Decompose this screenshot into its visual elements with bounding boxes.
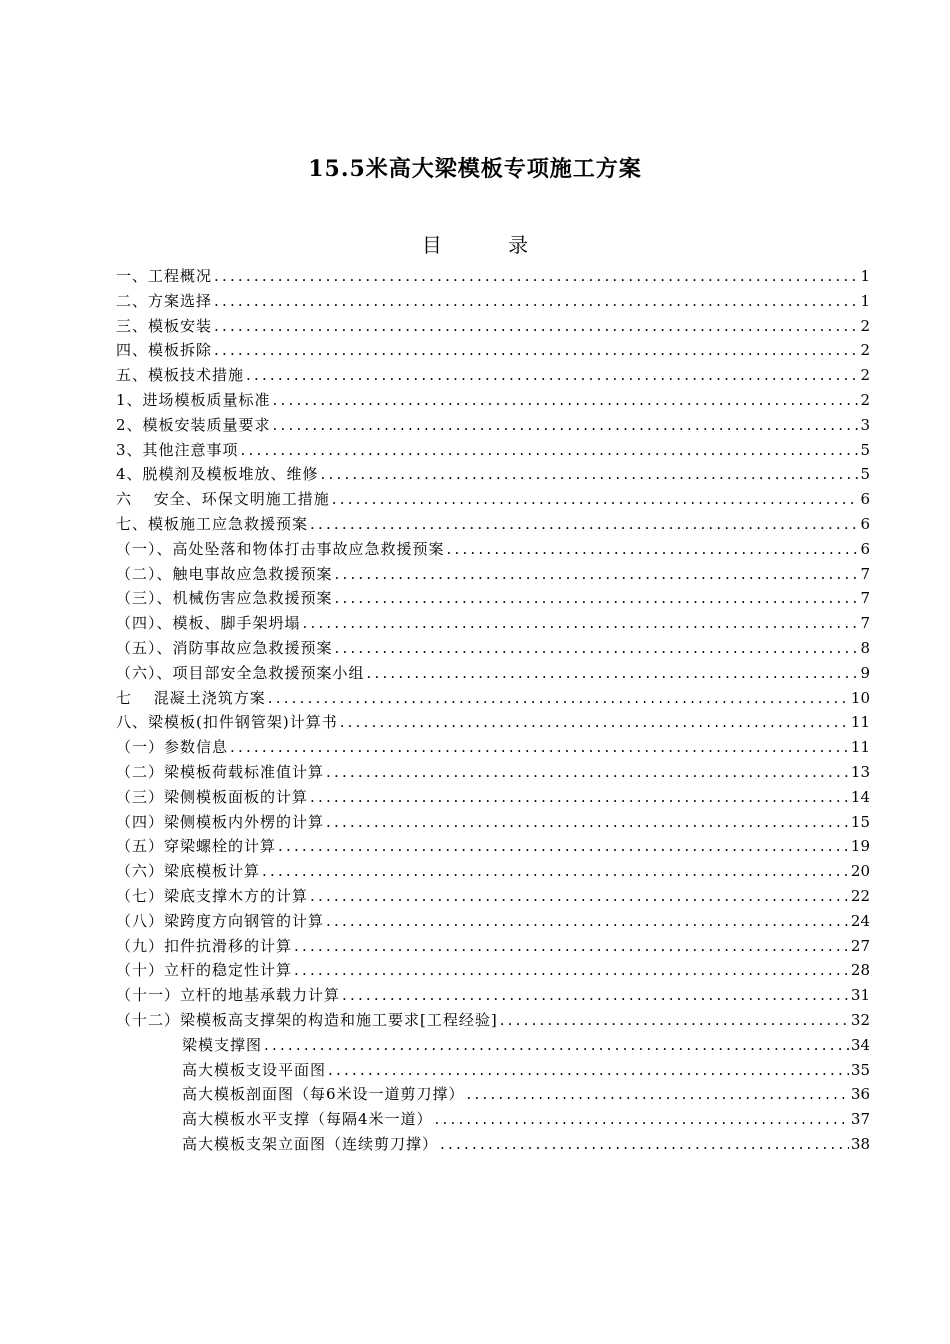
toc-entry-page-number: 3 bbox=[860, 415, 870, 434]
toc-entry-label: （八）梁跨度方向钢管的计算 bbox=[116, 911, 325, 930]
toc-dot-leader bbox=[241, 438, 859, 463]
toc-entry-page-number: 28 bbox=[850, 961, 870, 980]
toc-entry[interactable] bbox=[116, 1033, 870, 1058]
toc-dot-leader bbox=[214, 289, 858, 314]
toc-entry-label: （九）扣件抗滑移的计算 bbox=[116, 936, 293, 955]
toc-entry[interactable] bbox=[116, 1107, 870, 1132]
toc-dot-leader bbox=[435, 1107, 849, 1132]
toc-entry-label: （六）梁底模板计算 bbox=[116, 862, 261, 881]
toc-entry[interactable] bbox=[116, 289, 870, 314]
document-title: 15.5米高大梁模板专项施工方案 bbox=[308, 156, 642, 182]
toc-entry-page-number: 13 bbox=[850, 762, 870, 781]
toc-entry-label: （一）、高处坠落和物体打击事故应急救援预案 bbox=[116, 539, 445, 558]
toc-entry[interactable] bbox=[116, 586, 870, 611]
toc-entry-label: 梁模支撑图 bbox=[182, 1035, 263, 1054]
toc-entry-label: 一、工程概况 bbox=[116, 267, 213, 285]
toc-dot-leader bbox=[214, 264, 858, 289]
toc-entry[interactable] bbox=[116, 611, 870, 636]
toc-entry-page-number: 11 bbox=[850, 738, 870, 757]
toc-entry-label: （六）、项目部安全急救援预案小组 bbox=[116, 663, 365, 682]
toc-entry[interactable] bbox=[116, 363, 870, 388]
toc-dot-leader bbox=[440, 1132, 849, 1157]
toc-entry[interactable] bbox=[116, 1008, 870, 1033]
toc-entry-page-number: 6 bbox=[860, 490, 870, 509]
toc-entry-label: （七）梁底支撑木方的计算 bbox=[116, 886, 309, 905]
toc-entry-label: 五、模板技术措施 bbox=[116, 366, 245, 385]
toc-entry[interactable] bbox=[116, 1132, 870, 1157]
toc-dot-leader bbox=[500, 1008, 849, 1033]
toc-entry-page-number: 22 bbox=[850, 886, 870, 905]
toc-dot-leader bbox=[328, 1058, 849, 1083]
toc-entry-page-number: 9 bbox=[860, 663, 870, 682]
toc-dot-leader bbox=[273, 413, 859, 438]
toc-entry-page-number: 38 bbox=[850, 1134, 870, 1153]
toc-entry-page-number: 5 bbox=[860, 440, 870, 459]
toc-entry[interactable] bbox=[116, 636, 870, 661]
toc-entry-page-number: 31 bbox=[850, 986, 870, 1005]
toc-dot-leader bbox=[467, 1082, 849, 1107]
toc-entry[interactable] bbox=[116, 859, 870, 884]
toc-dot-leader bbox=[310, 512, 858, 537]
toc-entry-page-number: 37 bbox=[850, 1110, 870, 1129]
toc-entry[interactable] bbox=[116, 983, 870, 1008]
toc-dot-leader bbox=[335, 586, 859, 611]
toc-entry-label: 高大模板支架立面图（连续剪刀撑） bbox=[182, 1134, 439, 1153]
toc-entry-page-number: 2 bbox=[860, 341, 870, 360]
toc-dot-leader bbox=[321, 462, 859, 487]
toc-entry-label: （二）、触电事故应急救援预案 bbox=[116, 564, 333, 583]
toc-entry-label: （五）穿梁螺栓的计算 bbox=[116, 837, 277, 856]
toc-entry[interactable] bbox=[116, 735, 870, 760]
toc-entry-page-number: 1 bbox=[860, 267, 870, 285]
toc-entry-label: 六 安全、环保文明施工措施 bbox=[116, 490, 330, 509]
toc-entry-page-number: 35 bbox=[850, 1060, 870, 1079]
toc-dot-leader bbox=[262, 859, 849, 884]
toc-entry-page-number: 6 bbox=[860, 514, 870, 533]
toc-entry-label: 高大模板水平支撑（每隔4米一道） bbox=[182, 1110, 433, 1129]
toc-entry[interactable] bbox=[116, 388, 870, 413]
toc-entry-label: （十一）立杆的地基承载力计算 bbox=[116, 986, 341, 1005]
toc-entry[interactable] bbox=[116, 314, 870, 339]
toc-dot-leader bbox=[367, 661, 859, 686]
toc-dot-leader bbox=[294, 934, 849, 959]
toc-entry[interactable] bbox=[116, 1082, 870, 1107]
toc-entry-label: 七、模板施工应急救援预案 bbox=[116, 514, 309, 533]
toc-entry[interactable] bbox=[116, 1058, 870, 1083]
toc-entry-page-number: 10 bbox=[850, 688, 870, 707]
toc-entry-label: 七 混凝土浇筑方案 bbox=[116, 688, 266, 707]
toc-entry-page-number: 20 bbox=[850, 862, 870, 881]
toc-dot-leader bbox=[273, 388, 859, 413]
toc-entry[interactable] bbox=[116, 810, 870, 835]
toc-dot-leader bbox=[447, 537, 859, 562]
toc-dot-leader bbox=[246, 363, 858, 388]
table-of-contents bbox=[116, 264, 870, 1157]
toc-entry-label: 三、模板安装 bbox=[116, 316, 213, 335]
toc-entry[interactable] bbox=[116, 438, 870, 463]
toc-dot-leader bbox=[214, 338, 858, 363]
toc-entry-page-number: 2 bbox=[860, 316, 870, 335]
toc-entry-label: （一）参数信息 bbox=[116, 738, 229, 757]
toc-entry[interactable] bbox=[116, 686, 870, 711]
toc-dot-leader bbox=[268, 686, 849, 711]
toc-entry-page-number: 19 bbox=[850, 837, 870, 856]
toc-entry-label: （二）梁模板荷载标准值计算 bbox=[116, 762, 325, 781]
toc-dot-leader bbox=[310, 884, 849, 909]
toc-entry[interactable] bbox=[116, 338, 870, 363]
toc-entry-label: （十）立杆的稳定性计算 bbox=[116, 961, 293, 980]
toc-entry-page-number: 24 bbox=[850, 911, 870, 930]
toc-entry-label: 1、进场模板质量标准 bbox=[116, 390, 271, 409]
toc-entry-page-number: 15 bbox=[850, 812, 870, 831]
toc-entry[interactable] bbox=[116, 562, 870, 587]
toc-dot-leader bbox=[332, 487, 859, 512]
toc-dot-leader bbox=[326, 810, 849, 835]
toc-entry-page-number: 2 bbox=[860, 366, 870, 385]
toc-dot-leader bbox=[342, 983, 849, 1008]
toc-entry[interactable] bbox=[116, 785, 870, 810]
toc-entry-page-number: 7 bbox=[860, 564, 870, 583]
toc-entry-label: 二、方案选择 bbox=[116, 291, 213, 310]
toc-entry-page-number: 14 bbox=[850, 787, 870, 806]
toc-entry[interactable] bbox=[116, 264, 870, 289]
toc-entry-label: 3、其他注意事项 bbox=[116, 440, 239, 459]
toc-dot-leader bbox=[294, 958, 849, 983]
toc-entry-page-number: 34 bbox=[850, 1035, 870, 1054]
toc-dot-leader bbox=[335, 562, 859, 587]
toc-entry-label: （四）、模板、脚手架坍塌 bbox=[116, 614, 301, 633]
toc-entry-page-number: 5 bbox=[860, 465, 870, 484]
toc-entry-label: （三）、机械伤害应急救援预案 bbox=[116, 589, 333, 608]
toc-dot-leader bbox=[303, 611, 859, 636]
toc-dot-leader bbox=[326, 909, 849, 934]
toc-heading: 目 录 bbox=[421, 233, 559, 257]
toc-entry[interactable] bbox=[116, 834, 870, 859]
toc-entry-label: 高大模板支设平面图 bbox=[182, 1060, 327, 1079]
toc-entry[interactable] bbox=[116, 934, 870, 959]
toc-entry-label: （十二）梁模板高支撑架的构造和施工要求[工程经验] bbox=[116, 1010, 498, 1029]
toc-entry[interactable] bbox=[116, 884, 870, 909]
toc-entry-page-number: 7 bbox=[860, 589, 870, 608]
toc-entry-label: 4、脱模剂及模板堆放、维修 bbox=[116, 465, 319, 484]
toc-entry-page-number: 1 bbox=[860, 291, 870, 310]
toc-entry-label: （四）梁侧模板内外楞的计算 bbox=[116, 812, 325, 831]
toc-dot-leader bbox=[310, 785, 849, 810]
toc-entry-page-number: 8 bbox=[860, 638, 870, 657]
toc-entry[interactable] bbox=[116, 710, 870, 735]
toc-entry[interactable] bbox=[116, 661, 870, 686]
toc-entry-page-number: 27 bbox=[850, 936, 870, 955]
toc-entry-label: 四、模板拆除 bbox=[116, 341, 213, 360]
toc-entry[interactable] bbox=[116, 413, 870, 438]
toc-entry[interactable] bbox=[116, 462, 870, 487]
toc-entry[interactable] bbox=[116, 487, 870, 512]
toc-dot-leader bbox=[278, 834, 849, 859]
toc-entry-label: 高大模板剖面图（每6米设一道剪刀撑） bbox=[182, 1085, 465, 1104]
toc-entry[interactable] bbox=[116, 537, 870, 562]
toc-entry-page-number: 32 bbox=[850, 1010, 870, 1029]
toc-entry-label: （三）梁侧模板面板的计算 bbox=[116, 787, 309, 806]
toc-entry[interactable] bbox=[116, 958, 870, 983]
toc-dot-leader bbox=[335, 636, 859, 661]
toc-dot-leader bbox=[230, 735, 849, 760]
toc-entry-page-number: 2 bbox=[860, 390, 870, 409]
toc-entry-page-number: 7 bbox=[860, 614, 870, 633]
toc-entry-page-number: 6 bbox=[860, 539, 870, 558]
toc-entry-page-number: 11 bbox=[850, 713, 870, 732]
toc-entry[interactable] bbox=[116, 760, 870, 785]
toc-entry[interactable] bbox=[116, 512, 870, 537]
toc-entry[interactable] bbox=[116, 909, 870, 934]
toc-dot-leader bbox=[326, 760, 849, 785]
toc-entry-label: 八、梁模板(扣件钢管架)计算书 bbox=[116, 713, 338, 732]
toc-dot-leader bbox=[214, 314, 858, 339]
toc-dot-leader bbox=[264, 1033, 849, 1058]
toc-entry-label: 2、模板安装质量要求 bbox=[116, 415, 271, 434]
toc-dot-leader bbox=[340, 710, 849, 735]
toc-entry-page-number: 36 bbox=[850, 1085, 870, 1104]
toc-entry-label: （五）、消防事故应急救援预案 bbox=[116, 638, 333, 657]
